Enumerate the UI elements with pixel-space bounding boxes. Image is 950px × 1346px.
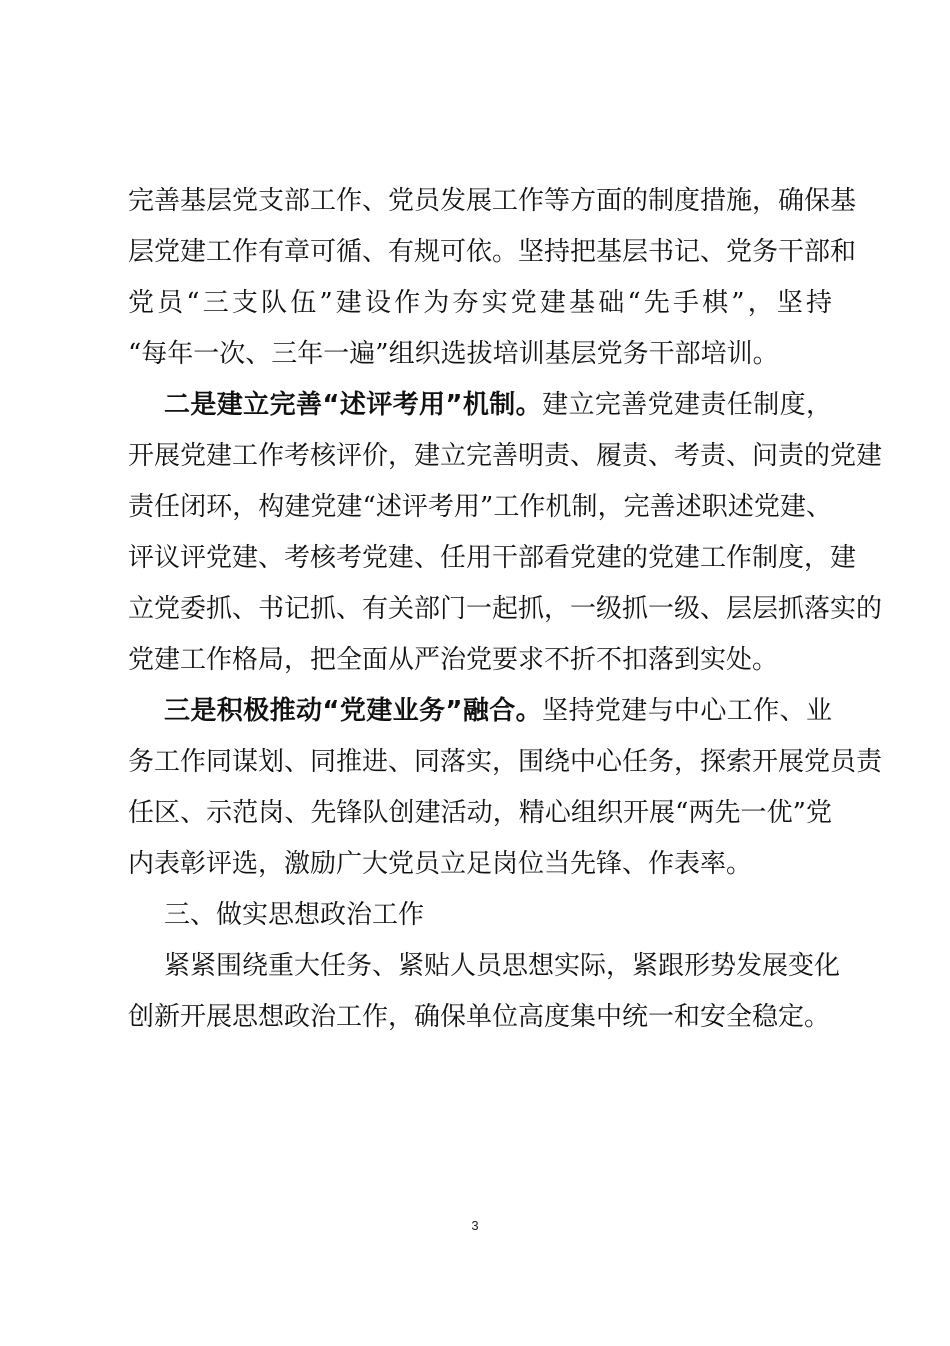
text-line: 立党委抓、书记抓、有关部门一起抓，一级抓一级、层层抓落实的 xyxy=(128,594,883,624)
text-line xyxy=(128,380,832,431)
text-line: 创新开展思想政治工作，确保单位高度集中统一和安全稳定。 xyxy=(128,1002,831,1032)
text-line: 任区、示范岗、先锋队创建活动，精心组织开展“两先一优”党 xyxy=(128,798,832,828)
text-line xyxy=(128,686,832,737)
text-line: 层党建工作有章可循、有规可依。坚持把基层书记、党务干部和 xyxy=(128,237,857,267)
text-line: 开展党建工作考核评价，建立完善明责、履责、考责、问责的党建 xyxy=(128,441,883,471)
text-line: 完善基层党支部工作、党员发展工作等方面的制度措施，确保基 xyxy=(128,186,857,216)
paragraph-review-mechanism xyxy=(128,380,883,686)
paragraph-first-line-text: 坚持党建与中心工作、业 xyxy=(542,696,832,726)
text-line: 务工作同谋划、同推进、同落实，围绕中心任务，探索开展党员责 xyxy=(128,747,883,777)
paragraph-ideological-work xyxy=(128,941,841,1043)
text-line: 内表彰评选，激励广大党员立足岗位当先锋、作表率。 xyxy=(128,849,753,879)
text-line: 评议评党建、考核考党建、任用干部看党建的党建工作制度，建 xyxy=(128,543,857,573)
paragraph-lead: 二是建立完善“述评考用”机制。 xyxy=(164,390,543,420)
text-line: 党员“三支队伍”建设作为夯实党建基础“先手棋”，坚持 xyxy=(128,288,832,318)
text-line: 党建工作格局，把全面从严治党要求不折不扣落到实处。 xyxy=(128,645,779,675)
paragraph-integration xyxy=(128,686,883,890)
paragraph-first-line-text: 建立完善党建责任制度， xyxy=(542,390,832,420)
text-line: 紧紧围绕重大任务、紧贴人员思想实际，紧跟形势发展变化 xyxy=(164,951,841,981)
section-heading: 三、做实思想政治工作 xyxy=(164,900,425,930)
document-body xyxy=(128,176,883,1043)
paragraph-lead: 三是积极推动“党建业务”融合。 xyxy=(164,696,543,726)
text-line: “每年一次、三年一遍”组织选拔培训基层党务干部培训。 xyxy=(128,339,779,369)
page-number: 3 xyxy=(471,1218,479,1233)
text-line: 责任闭环，构建党建“述评考用”工作机制，完善述职述党建、 xyxy=(128,492,832,522)
paragraph-system-measures xyxy=(128,176,857,380)
